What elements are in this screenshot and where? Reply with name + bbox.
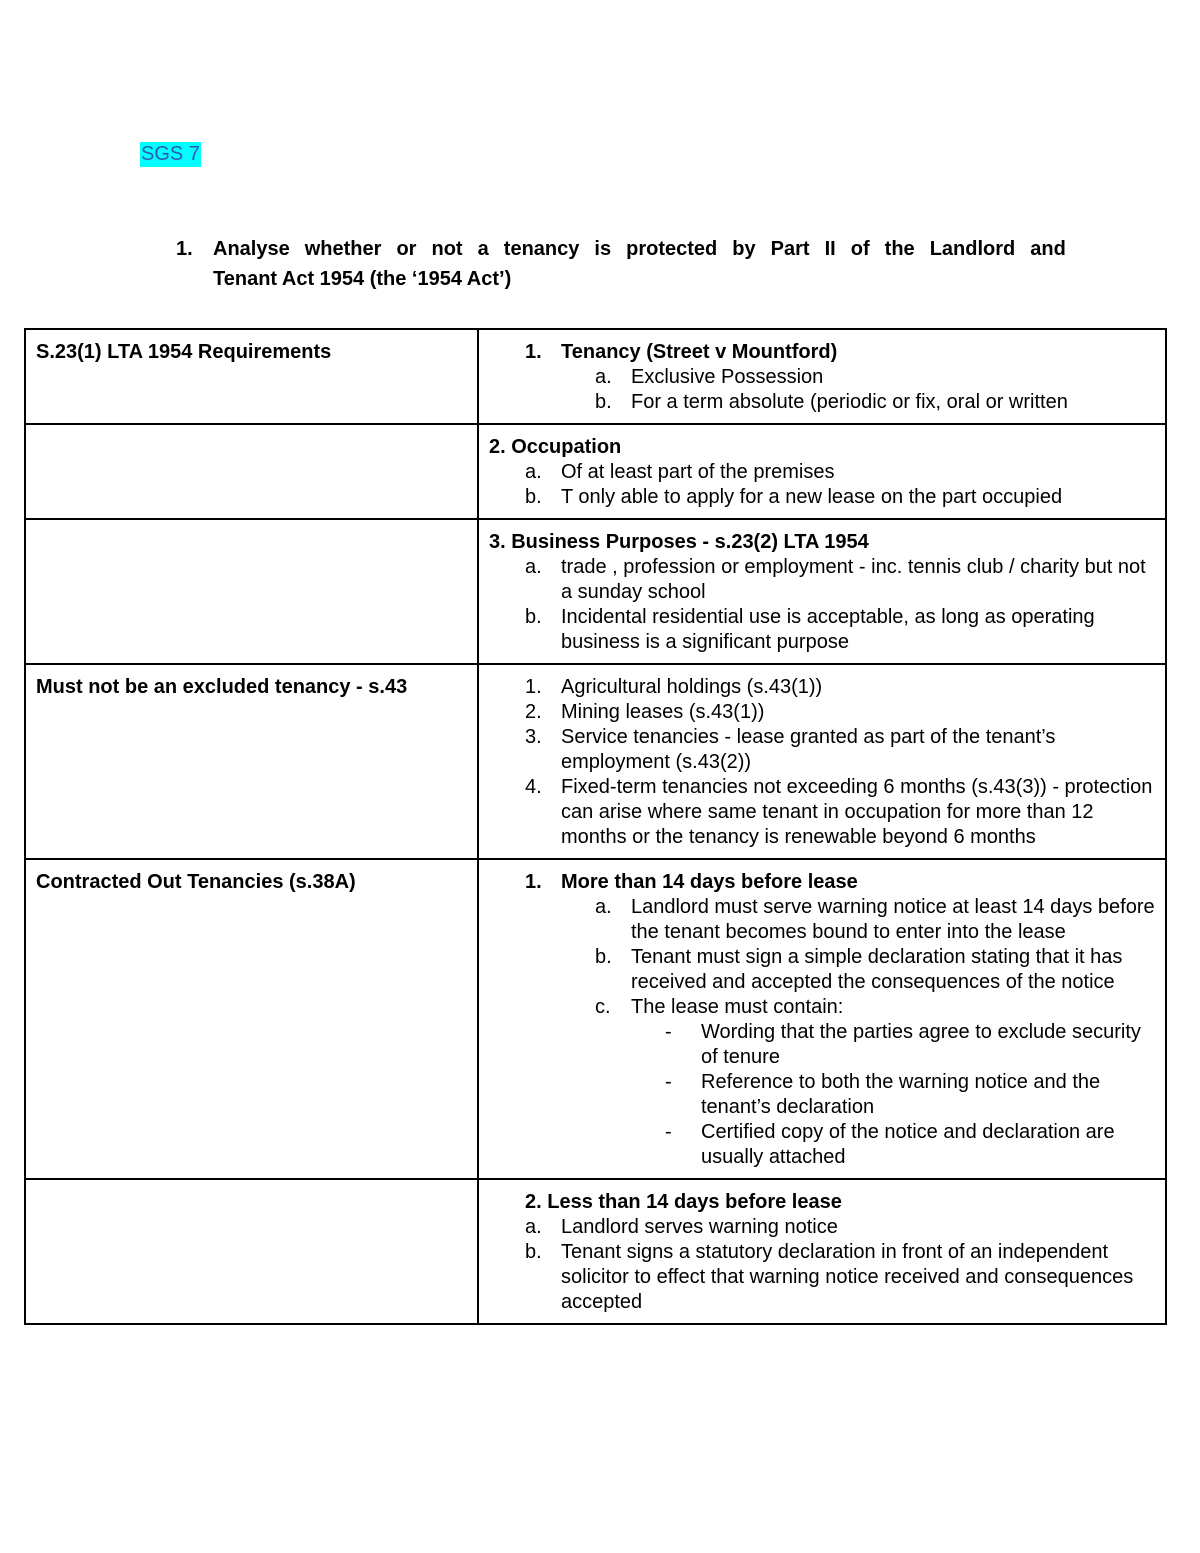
table-row — [25, 1179, 1166, 1324]
list-heading: 1. More than 14 days before lease — [525, 871, 858, 893]
question-word: and — [1030, 238, 1066, 260]
question-word: not — [431, 238, 463, 260]
table-row — [25, 664, 1166, 859]
requirements-table — [24, 328, 1167, 1325]
sub-list-item: - Certified copy of the notice and declaration are usually attached — [665, 1121, 1115, 1168]
question-word: tenancy — [503, 238, 580, 260]
table-row — [25, 519, 1166, 664]
list-item: c. The lease must contain: — [595, 996, 844, 1018]
question-number: 1. — [176, 238, 193, 260]
row-label — [25, 1179, 478, 1324]
row-label — [25, 424, 478, 519]
row-label — [25, 519, 478, 664]
list-item: 1. Agricultural holdings (s.43(1)) — [525, 676, 823, 698]
row-content — [478, 664, 1166, 859]
table-row — [25, 329, 1166, 424]
question-word: or — [396, 238, 417, 260]
list-heading: 1. Tenancy (Street v Mountford) — [525, 341, 838, 363]
list-heading: 2. Occupation — [489, 436, 622, 458]
row-label: Contracted Out Tenancies (s.38A) — [25, 859, 478, 1179]
sub-list-item: - Wording that the parties agree to exclude security of tenure — [665, 1021, 1141, 1068]
list-item: b. Tenant signs a statutory declaration in front of an independent solicitor to effect that warning notice received and consequences accepted — [525, 1241, 1134, 1313]
question-word: the — [884, 238, 915, 260]
question-word: of — [850, 238, 870, 260]
question-word: is — [594, 238, 612, 260]
question-word: Part — [770, 238, 810, 260]
question-line-1 — [213, 234, 1066, 264]
list-item: b. Incidental residential use is acceptable, as long as operating business is a significant purpose — [525, 606, 1095, 653]
list-item: a. trade , profession or employment - inc. tennis club / charity but not a sunday school — [525, 556, 1146, 603]
list-item: a. Of at least part of the premises — [525, 461, 835, 483]
list-heading: 2. Less than 14 days before lease — [525, 1191, 842, 1213]
list-item: 3. Service tenancies - lease granted as part of the tenant’s employment (s.43(2)) — [525, 726, 1056, 773]
question-word: by — [732, 238, 756, 260]
row-content — [478, 424, 1166, 519]
list-item: b. T only able to apply for a new lease on the part occupied — [525, 486, 1063, 508]
list-item: a. Exclusive Possession — [595, 366, 824, 388]
list-item: 4. Fixed-term tenancies not exceeding 6 months (s.43(3)) - protection can arise where same tenant in occupation for more than 12 months or the tenancy is renewable beyond 6 months — [525, 776, 1153, 848]
question-word: II — [824, 238, 836, 260]
question-word: Analyse — [213, 238, 290, 260]
row-content — [478, 519, 1166, 664]
question-heading — [176, 234, 1066, 294]
list-heading: 3. Business Purposes - s.23(2) LTA 1954 — [489, 531, 869, 553]
row-content — [478, 1179, 1166, 1324]
table-row — [25, 424, 1166, 519]
row-label: Must not be an excluded tenancy - s.43 — [25, 664, 478, 859]
list-item: 2. Mining leases (s.43(1)) — [525, 701, 765, 723]
question-word: whether — [304, 238, 382, 260]
row-content — [478, 329, 1166, 424]
sgs-label: SGS 7 — [141, 143, 200, 165]
row-content — [478, 859, 1166, 1179]
question-word: Landlord — [929, 238, 1016, 260]
question-word: a — [477, 238, 489, 260]
list-item: a. Landlord must serve warning notice at least 14 days before the tenant becomes bound to enter into the lease — [595, 896, 1155, 943]
row-label: S.23(1) LTA 1954 Requirements — [25, 329, 478, 424]
list-item: a. Landlord serves warning notice — [525, 1216, 838, 1238]
list-item: b. Tenant must sign a simple declaration stating that it has received and accepted the consequences of the notice — [595, 946, 1123, 993]
sub-list-item: - Reference to both the warning notice and the tenant’s declaration — [665, 1071, 1101, 1118]
table-row — [25, 859, 1166, 1179]
question-line-2: Tenant Act 1954 (the ‘1954 Act’) — [213, 268, 512, 290]
list-item: b. For a term absolute (periodic or fix, oral or written — [595, 391, 1068, 413]
question-word: protected — [626, 238, 718, 260]
